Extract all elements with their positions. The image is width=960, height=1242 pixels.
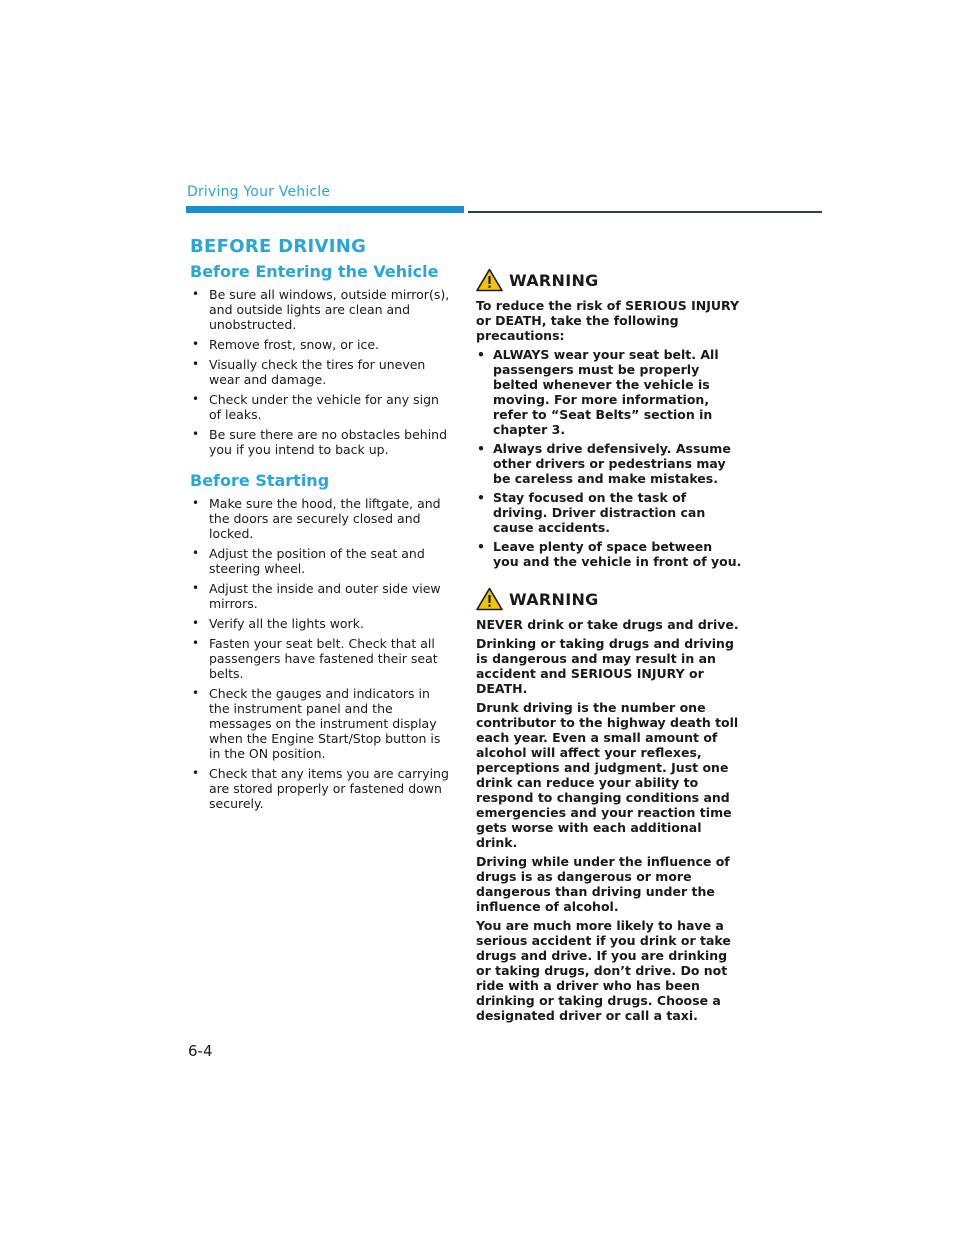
header-rule-accent bbox=[186, 206, 464, 213]
list-item: • Fasten your seat belt. Check that all passengers have fastened their seat belts. bbox=[190, 636, 452, 681]
warning-paragraph: You are much more likely to have a serious accident if you drink or take drugs and drive. If you are drinking or taking drugs, don’t drive. Do not ride with a driver who has been drinking or taking drugs. Choose a designated driver or call a taxi. bbox=[476, 918, 731, 1023]
list-item: • Be sure there are no obstacles behind you if you intend to back up. bbox=[190, 427, 452, 457]
page-number: 6-4 bbox=[188, 1042, 213, 1060]
section-title: BEFORE DRIVING bbox=[190, 236, 367, 257]
list-item: • Visually check the tires for uneven wear and damage. bbox=[190, 357, 452, 387]
list-item: • Check that any items you are carrying are stored properly or fastened down securely. bbox=[190, 766, 452, 811]
chapter-header: Driving Your Vehicle bbox=[187, 184, 331, 200]
warning-paragraph: Drinking or taking drugs and driving is dangerous and may result in an accident and SERIOUS INJURY or DEATH. bbox=[476, 636, 734, 696]
list-item: • Always drive defensively. Assume other drivers or pedestrians may be careless and make mistakes. bbox=[476, 441, 742, 486]
header-rule-thin bbox=[468, 211, 822, 213]
list-item: • Adjust the inside and outer side view mirrors. bbox=[190, 581, 452, 611]
warning-intro: To reduce the risk of SERIOUS INJURY or DEATH, take the following precautions: bbox=[476, 298, 740, 343]
list-item: • Remove frost, snow, or ice. bbox=[190, 337, 452, 352]
warning-header-2 bbox=[476, 587, 742, 611]
left-column bbox=[190, 236, 452, 825]
list-item: • Make sure the hood, the liftgate, and the doors are securely closed and locked. bbox=[190, 496, 452, 541]
entering-list bbox=[190, 287, 452, 457]
warning-title: WARNING bbox=[509, 589, 599, 609]
list-item: • Stay focused on the task of driving. Driver distraction can cause accidents. bbox=[476, 490, 742, 535]
list-item: • Check under the vehicle for any sign of leaks. bbox=[190, 392, 452, 422]
list-item: • ALWAYS wear your seat belt. All passengers must be properly belted whenever the vehicle is moving. For more information, refer to “Seat Belts” section in chapter 3. bbox=[476, 347, 742, 437]
warning-precautions-list bbox=[476, 347, 742, 569]
warning-paragraph: Drunk driving is the number one contributor to the highway death toll each year. Even a small amount of alcohol will affect your reflexes, perceptions and judgment. Just one drink can reduce your ability to respond to changing conditions and emergencies and your reaction time gets worse with each additional drink. bbox=[476, 700, 739, 850]
list-item: • Verify all the lights work. bbox=[190, 616, 452, 631]
warning-triangle-icon bbox=[476, 268, 503, 292]
list-item: • Leave plenty of space between you and the vehicle in front of you. bbox=[476, 539, 742, 569]
warning-paragraph: Driving while under the influence of drugs is as dangerous or more dangerous than driving under the influence of alcohol. bbox=[476, 854, 730, 914]
list-item: • Adjust the position of the seat and steering wheel. bbox=[190, 546, 452, 576]
starting-list bbox=[190, 496, 452, 811]
warning-paragraph: NEVER drink or take drugs and drive. bbox=[476, 617, 739, 632]
warning-triangle-icon bbox=[476, 587, 503, 611]
right-column bbox=[476, 264, 742, 1027]
warning-title: WARNING bbox=[509, 270, 599, 290]
list-item: • Check the gauges and indicators in the instrument panel and the messages on the instrument display when the Engine Start/Stop button is in the ON position. bbox=[190, 686, 452, 761]
warning-header-1 bbox=[476, 268, 742, 292]
subsection-title-entering: Before Entering the Vehicle bbox=[190, 262, 439, 281]
list-item: • Be sure all windows, outside mirror(s), and outside lights are clean and unobstructed. bbox=[190, 287, 452, 332]
subsection-title-starting: Before Starting bbox=[190, 471, 330, 490]
